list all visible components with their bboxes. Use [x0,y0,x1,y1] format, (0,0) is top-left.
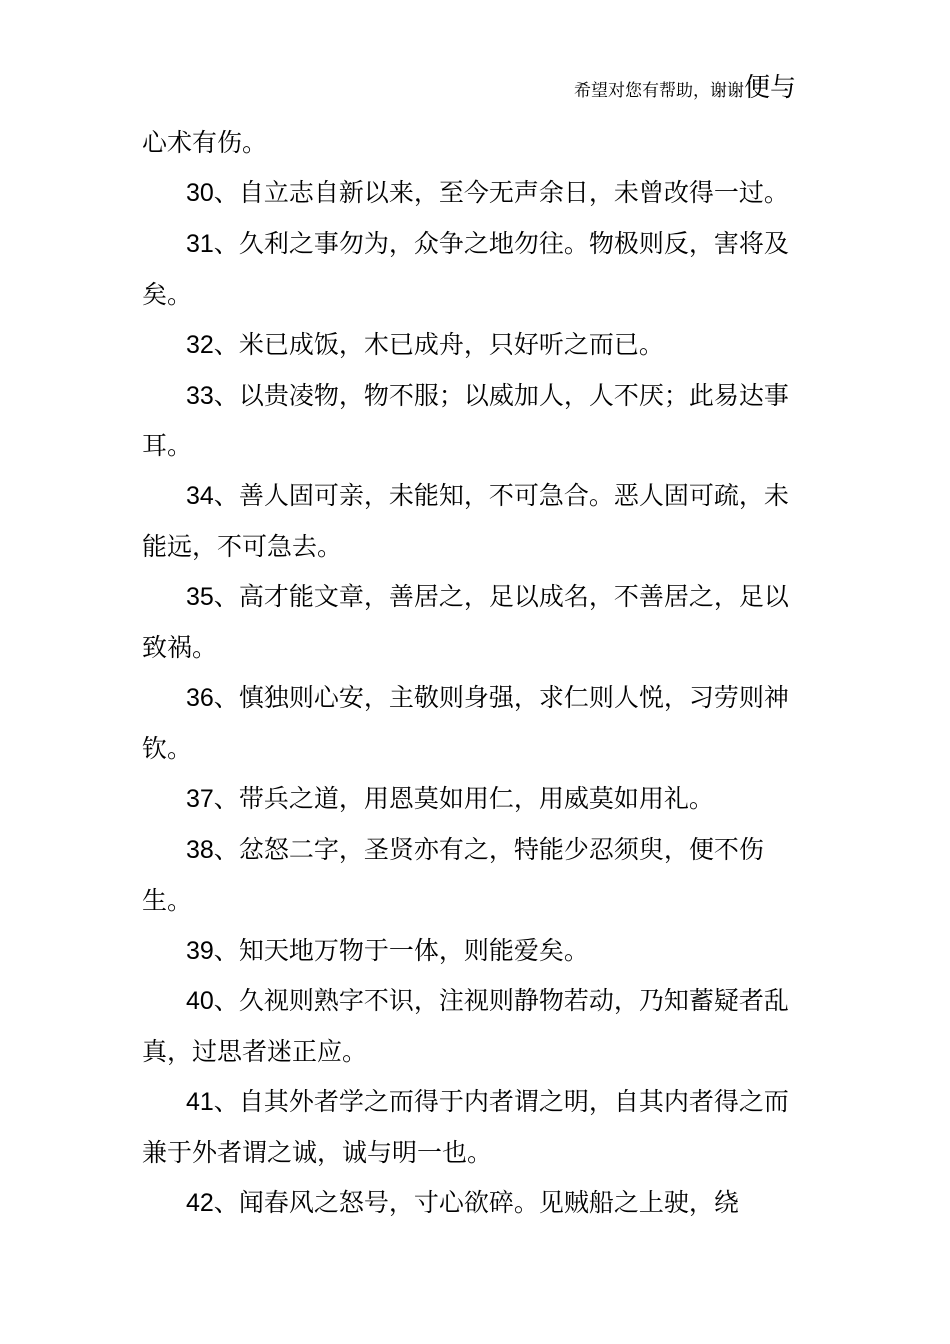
paragraph-37 [142,774,798,825]
paragraph-number: 30、 [186,178,239,207]
paragraph-38 [142,825,798,926]
paragraph-34 [142,471,798,572]
paragraph-text: 善人固可亲，未能知，不可急合。恶人固可疏，未能远，不可急去。 [142,481,789,562]
paragraph-30 [142,168,798,219]
paragraph-36 [142,673,798,774]
paragraph-text: 高才能文章，善居之，足以成名，不善居之，足以致祸。 [142,582,789,663]
header-continuation: 便与 [743,73,796,103]
paragraph-number: 37、 [186,784,239,813]
paragraph-39 [142,926,798,977]
paragraph-41 [142,1077,798,1178]
paragraph-32 [142,320,798,371]
paragraph-text: 知天地万物于一体，则能爱矣。 [238,935,589,965]
paragraph-number: 42、 [186,1189,239,1218]
paragraph-text: 自立志自新以来，至今无声余日，未曾改得一过。 [238,177,789,207]
page-header [574,72,796,104]
paragraph-40 [142,976,798,1077]
paragraph-number: 32、 [186,330,239,359]
paragraph-text: 心术有伤。 [142,128,268,157]
paragraph-text: 闻春风之怒号，寸心欲碎。见贼船之上驶，绕 [238,1188,739,1218]
paragraph-number: 34、 [186,482,239,511]
paragraph-number: 38、 [186,835,239,864]
paragraph-continuation [142,118,798,168]
paragraph-text: 慎独则心安，主敬则身强，求仁则人悦，习劳则神钦。 [142,682,789,763]
paragraph-text: 米已成饭，木已成舟，只好听之而已。 [238,329,664,359]
paragraph-number: 40、 [186,987,239,1016]
paragraph-text: 久利之事勿为，众争之地勿往。物极则反，害将及矣。 [142,228,789,309]
paragraph-number: 39、 [186,936,239,965]
paragraph-text: 带兵之道，用恩莫如用仁，用威莫如用礼。 [238,783,714,813]
paragraph-35 [142,572,798,673]
paragraph-text: 自其外者学之而得于内者谓之明，自其内者得之而兼于外者谓之诚，诚与明一也。 [142,1087,789,1168]
paragraph-number: 31、 [186,229,239,258]
paragraph-33 [142,371,798,472]
paragraph-number: 35、 [186,583,239,612]
paragraph-text: 久视则熟字不识，注视则静物若动，乃知蓄疑者乱真，过思者迷正应。 [142,986,789,1067]
paragraph-number: 33、 [186,381,239,410]
paragraph-text: 以贵凌物，物不服；以威加人，人不厌；此易达事耳。 [142,380,789,461]
document-body [142,118,798,1229]
paragraph-31 [142,219,798,320]
paragraph-42 [142,1178,798,1229]
header-note: 希望对您有帮助，谢谢 [573,81,744,101]
paragraph-text: 忿怒二字，圣贤亦有之，特能少忍须臾，便不伤生。 [142,834,764,915]
paragraph-number: 41、 [186,1088,239,1117]
paragraph-number: 36、 [186,683,239,712]
